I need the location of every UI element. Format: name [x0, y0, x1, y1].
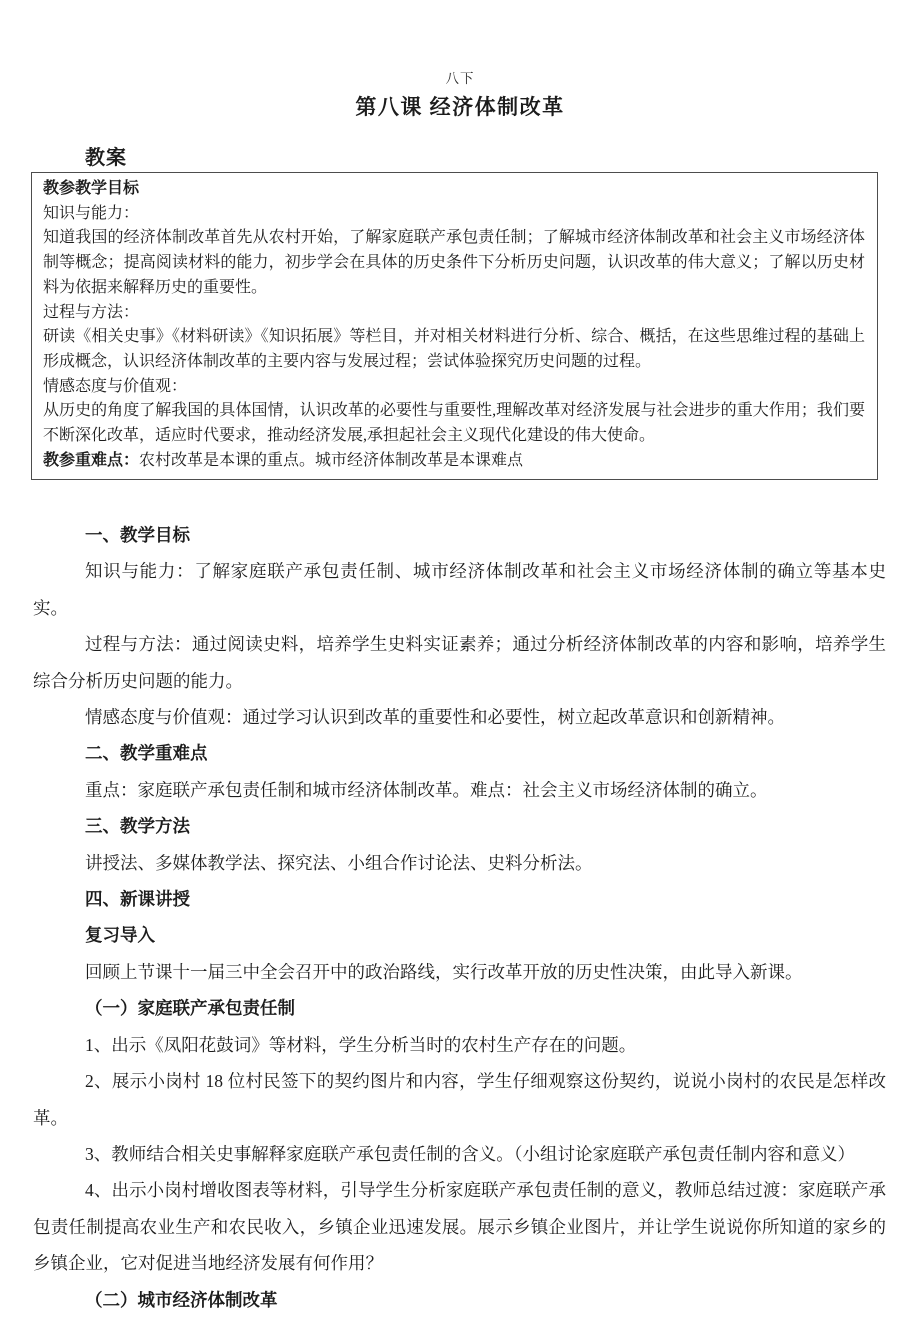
body-paragraph: 情感态度与价值观：通过学习认识到改革的重要性和必要性，树立起改革意识和创新精神。	[85, 707, 785, 728]
page-header-note: 八下	[445, 71, 475, 86]
box-key-points-text: 农村改革是本课的重点。城市经济体制改革是本课难点	[139, 451, 524, 469]
section-heading-methods: 三、教学方法	[85, 816, 190, 837]
lesson-plan-label: 教案	[85, 147, 127, 169]
body-paragraph: 3、教师结合相关史事解释家庭联产承包责任制的含义。（小组讨论家庭联产承包责任制内容和意义）	[85, 1143, 855, 1164]
box-heading-objectives: 教参教学目标	[43, 180, 140, 197]
lesson-plan-body	[33, 517, 886, 1318]
teaching-reference-box	[31, 172, 878, 480]
subsection-heading-urban-reform: （二）城市经济体制改革	[85, 1289, 278, 1310]
section-heading-objectives: 一、教学目标	[85, 525, 190, 545]
box-paragraph-values: 从历史的角度了解我国的具体国情，认识改革的必要性与重要性,理解改革对经济发展与社会进步的重大作用；我们要不断深化改革，适应时代要求，推动经济发展,承担起社会主义现代化建设的伟大使命。	[43, 402, 865, 445]
box-paragraph-process: 研读《相关史事》《材料研读》《知识拓展》等栏目，并对相关材料进行分析、综合、概括，在这些思维过程的基础上形成概念，认识经济体制改革的主要内容与发展过程；尝试体验探究历史问题的过程。	[43, 328, 865, 370]
subsection-heading-review-intro: 复习导入	[85, 925, 155, 946]
box-label-process: 过程与方法：	[43, 303, 140, 321]
body-paragraph: 2、展示小岗村 18 位村民签下的契约图片和内容，学生仔细观察这份契约，说说小岗村的农民是怎样改革。	[33, 1071, 886, 1128]
box-label-knowledge: 知识与能力：	[43, 204, 140, 222]
body-paragraph: 讲授法、多媒体教学法、探究法、小组合作讨论法、史料分析法。	[85, 852, 593, 873]
box-paragraph-key-points	[43, 449, 865, 474]
body-paragraph: 回顾上节课十一届三中全会召开中的政治路线，实行改革开放的历史性决策，由此导入新课。	[85, 961, 803, 982]
body-paragraph: 过程与方法：通过阅读史料，培养学生史料实证素养；通过分析经济体制改革的内容和影响，培养学生综合分析历史问题的能力。	[33, 634, 886, 691]
box-key-points-lead: 教参重难点：	[43, 451, 140, 469]
section-heading-new-lesson: 四、新课讲授	[85, 889, 190, 910]
box-paragraph-knowledge: 知道我国的经济体制改革首先从农村开始，了解家庭联产承包责任制；了解城市经济体制改革和社会主义市场经济体制等概念；提高阅读材料的能力，初步学会在具体的历史条件下分析历史问题，认识改革的伟大意义；了解以历史材料为依据来解释历史的重要性。	[43, 229, 865, 296]
body-paragraph: 重点：家庭联产承包责任制和城市经济体制改革。难点：社会主义市场经济体制的确立。	[85, 779, 768, 800]
subsection-heading-household-responsibility: （一）家庭联产承包责任制	[85, 998, 295, 1019]
lesson-title: 第八课 经济体制改革	[355, 95, 565, 119]
body-paragraph: 1、出示《凤阳花鼓词》等材料，学生分析当时的农村生产存在的问题。	[85, 1034, 637, 1055]
body-paragraph: 4、出示小岗村增收图表等材料，引导学生分析家庭联产承包责任制的意义，教师总结过渡：家庭联产承包责任制提高农业生产和农民收入，乡镇企业迅速发展。展示乡镇企业图片，并让学生说说你所知道的家乡的乡镇企业，它对促进当地经济发展有何作用？	[33, 1180, 886, 1274]
section-heading-key-points: 二、教学重难点	[85, 743, 208, 764]
body-paragraph: 知识与能力：了解家庭联产承包责任制、城市经济体制改革和社会主义市场经济体制的确立等基本史实。	[33, 561, 886, 618]
box-label-values: 情感态度与价值观：	[43, 377, 188, 395]
